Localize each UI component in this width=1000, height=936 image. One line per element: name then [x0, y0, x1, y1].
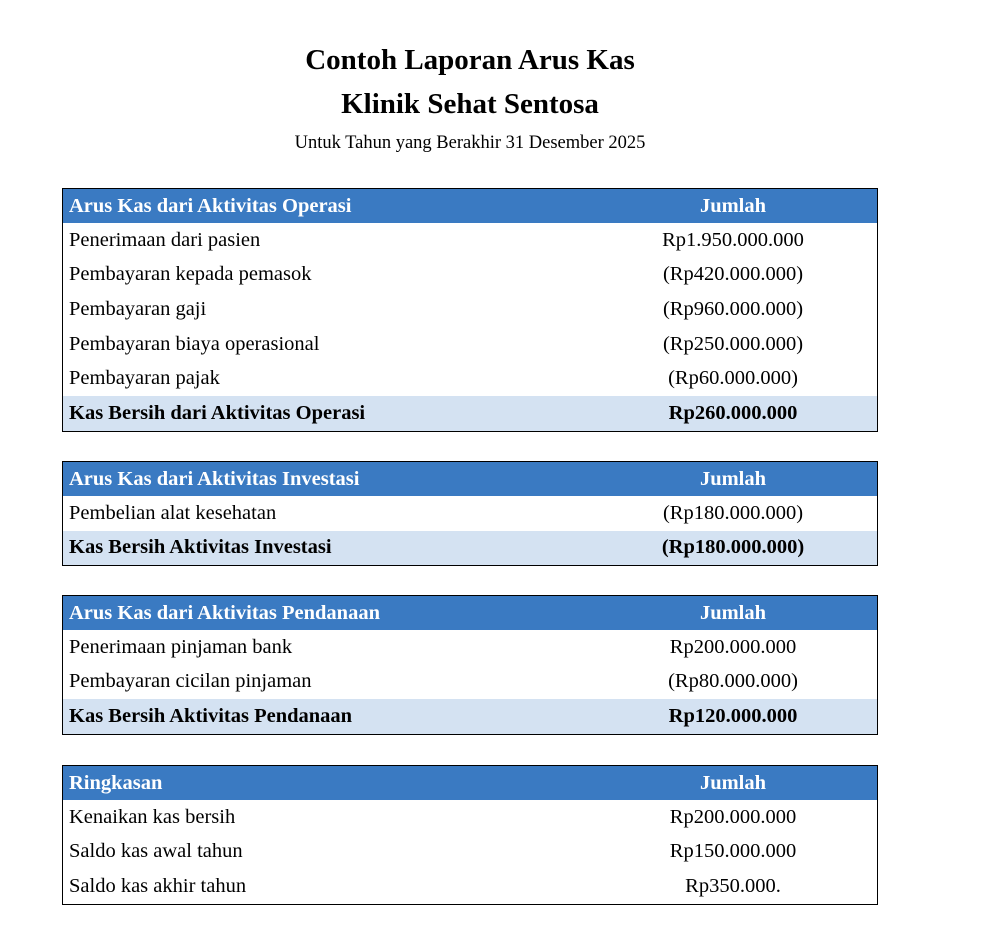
row-amount: (Rp80.000.000) [668, 670, 798, 693]
row-amount: (Rp250.000.000) [662, 332, 804, 355]
amount-column-header: Jumlah [699, 771, 767, 794]
total-amount: Rp260.000.000 [668, 401, 798, 424]
table-row [63, 665, 877, 700]
table-row [63, 361, 877, 396]
row-label: Pembayaran biaya operasional [69, 332, 320, 355]
row-label: Pembayaran kepada pemasok [69, 263, 312, 286]
row-amount: Rp1.950.000.000 [662, 228, 804, 251]
amount-column-header: Jumlah [699, 601, 767, 624]
table-row [63, 835, 877, 870]
row-label: Kenaikan kas bersih [69, 805, 236, 828]
table-row [63, 258, 877, 293]
row-label: Penerimaan pinjaman bank [69, 635, 293, 658]
table-row [63, 869, 877, 904]
table-header-row [63, 596, 877, 630]
table-row [63, 496, 877, 531]
row-amount: (Rp960.000.000) [662, 297, 804, 320]
row-amount: Rp200.000.000 [669, 635, 797, 658]
total-label: Kas Bersih Aktivitas Pendanaan [69, 704, 353, 727]
row-label: Pembayaran gaji [69, 297, 207, 320]
total-label: Kas Bersih Aktivitas Investasi [69, 536, 332, 559]
total-amount: Rp120.000.000 [668, 704, 798, 727]
row-amount: (Rp180.000.000) [662, 501, 804, 524]
table-row [63, 223, 877, 258]
total-row [63, 396, 877, 431]
section-heading: Arus Kas dari Aktivitas Operasi [69, 194, 352, 217]
row-amount: Rp200.000.000 [669, 805, 797, 828]
financing-activities-table [62, 595, 878, 735]
total-row [63, 531, 877, 566]
section-heading: Ringkasan [69, 771, 163, 794]
row-amount: (Rp420.000.000) [662, 263, 804, 286]
operating-activities-table [62, 188, 878, 432]
row-label: Pembayaran pajak [69, 367, 220, 390]
table-row [63, 800, 877, 835]
report-period: Untuk Tahun yang Berakhir 31 Desember 2025 [294, 133, 646, 153]
table-header-row [63, 766, 877, 800]
table-row [63, 630, 877, 665]
row-amount: (Rp60.000.000) [668, 367, 798, 390]
total-amount: (Rp180.000.000) [661, 536, 805, 559]
summary-table [62, 765, 878, 905]
row-label: Penerimaan dari pasien [69, 228, 261, 251]
row-amount: Rp350.000. [685, 874, 781, 897]
table-header-row [63, 462, 877, 496]
row-label: Pembelian alat kesehatan [69, 501, 277, 524]
report-title: Contoh Laporan Arus Kas [305, 44, 635, 76]
company-name: Klinik Sehat Sentosa [341, 88, 599, 120]
table-header-row [63, 189, 877, 223]
row-label: Pembayaran cicilan pinjaman [69, 670, 312, 693]
row-label: Saldo kas awal tahun [69, 840, 243, 863]
total-row [63, 699, 877, 734]
investing-activities-table [62, 461, 878, 566]
amount-column-header: Jumlah [699, 194, 767, 217]
amount-column-header: Jumlah [699, 467, 767, 490]
section-heading: Arus Kas dari Aktivitas Pendanaan [69, 601, 380, 624]
table-row [63, 292, 877, 327]
row-amount: Rp150.000.000 [669, 840, 797, 863]
row-label: Saldo kas akhir tahun [69, 874, 247, 897]
section-heading: Arus Kas dari Aktivitas Investasi [69, 467, 360, 490]
total-label: Kas Bersih dari Aktivitas Operasi [69, 401, 366, 424]
table-row [63, 327, 877, 362]
